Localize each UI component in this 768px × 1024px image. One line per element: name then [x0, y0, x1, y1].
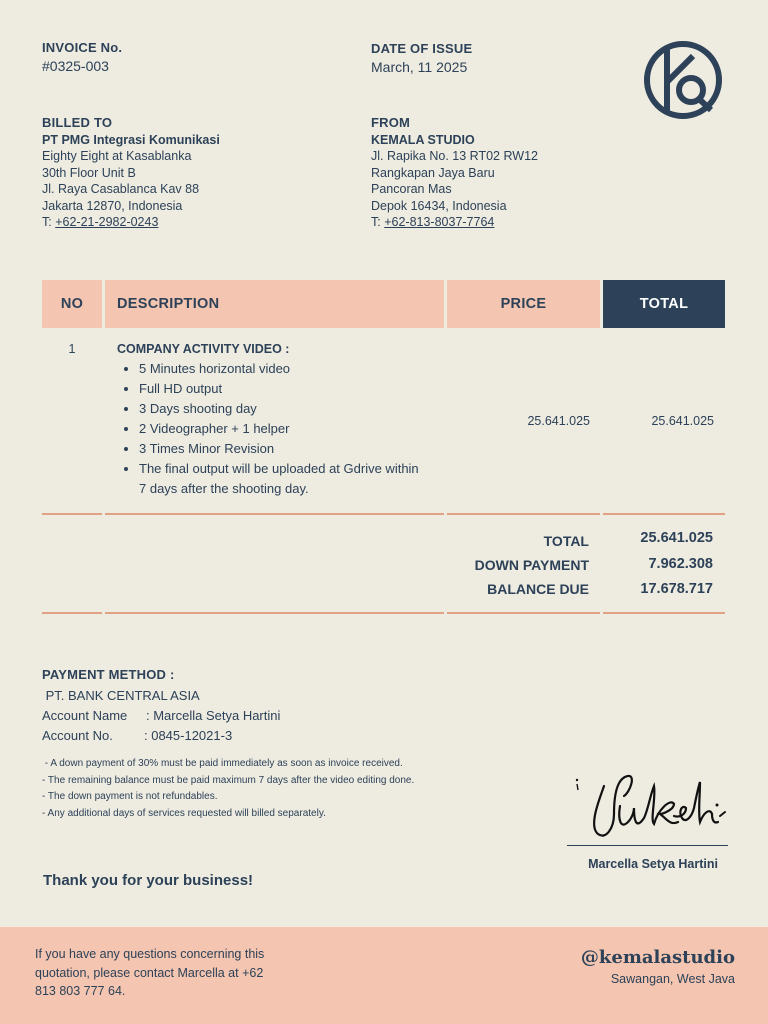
phone-prefix: T:	[371, 215, 385, 229]
divider	[447, 513, 600, 515]
summary-balance-due-label: BALANCE DUE	[487, 581, 589, 597]
from-phone-row	[371, 214, 671, 231]
billed-to-company: PT PMG Integrasi Komunikasi	[42, 132, 220, 147]
account-name-label: Account Name	[42, 708, 128, 723]
divider	[42, 513, 102, 515]
signature-line	[567, 845, 728, 846]
billed-to-phone-link[interactable]: +62-21-2982-0243	[55, 215, 159, 229]
list-item: • The final output will be uploaded at Gdrive within 7 days after the shooting day.	[139, 459, 429, 499]
account-number-label: Account No.	[42, 728, 113, 743]
account-number-value: : 0845-12021-3	[144, 728, 233, 743]
note-line: - Any additional days of services requested will billed separately.	[42, 807, 326, 819]
divider	[603, 612, 725, 614]
from-line: Jl. Rapika No. 13 RT02 RW12	[371, 149, 538, 163]
from-line: Rangkapan Jaya Baru	[371, 165, 495, 180]
table-header-description: DESCRIPTION	[105, 280, 444, 328]
account-name-value: : Marcella Setya Hartini	[146, 708, 281, 723]
table-header-no: NO	[42, 280, 102, 328]
billed-to-label: BILLED TO	[42, 115, 113, 130]
footer-location: Sawangan, West Java	[610, 972, 735, 986]
payment-method-label: PAYMENT METHOD :	[42, 667, 175, 682]
bank-name: PT. BANK CENTRAL ASIA	[42, 688, 200, 703]
list-item: • 3 Days shooting day	[139, 399, 437, 419]
list-item: • 2 Videographer + 1 helper	[139, 419, 437, 439]
signature-image	[570, 768, 730, 844]
billed-to-line: Jl. Raya Casablanca Kav 88	[42, 182, 200, 196]
note-line: - The down payment is not refundables.	[42, 791, 218, 802]
row-title: COMPANY ACTIVITY VIDEO :	[117, 342, 290, 356]
footer	[0, 927, 768, 1024]
list-item: • Full HD output	[139, 379, 437, 399]
billed-to-line: Jakarta 12870, Indonesia	[42, 198, 183, 213]
divider	[42, 612, 102, 614]
from-block	[371, 115, 671, 231]
from-phone-link[interactable]: +62-813-8037-7764	[384, 215, 495, 229]
summary-balance-due-value: 17.678.717	[640, 581, 713, 597]
summary-down-payment-value: 7.962.308	[648, 556, 713, 572]
from-line: Depok 16434, Indonesia	[371, 198, 507, 213]
k-circle-logo-icon	[641, 40, 725, 120]
thank-you-text: Thank you for your business!	[43, 872, 254, 889]
list-item: • 3 Times Minor Revision	[139, 439, 437, 459]
divider	[105, 513, 444, 515]
footer-contact-text: If you have any questions concerning this quotation, please contact Marcella at +62 813 803 777 64.	[35, 947, 265, 998]
issue-date-label: DATE OF ISSUE	[371, 41, 473, 56]
billed-to-line: Eighty Eight at Kasablanka	[42, 149, 192, 163]
payment-details	[42, 686, 280, 746]
issue-date: March, 11 2025	[371, 59, 468, 75]
note-line: - The remaining balance must be paid maximum 7 days after the video editing done.	[42, 774, 415, 786]
divider	[105, 612, 444, 614]
row-number: 1	[68, 342, 76, 356]
billed-to-phone-row	[42, 214, 342, 231]
row-price: 25.641.025	[527, 414, 590, 428]
row-item-list	[117, 359, 437, 499]
account-number-row	[42, 726, 280, 746]
divider	[603, 513, 725, 515]
phone-prefix: T:	[42, 215, 56, 229]
account-name-row	[42, 706, 280, 726]
invoice-number-label: INVOICE No.	[42, 40, 123, 55]
billed-to-block	[42, 115, 342, 231]
summary-total-label: TOTAL	[543, 533, 589, 549]
summary-down-payment-label: DOWN PAYMENT	[474, 557, 589, 573]
from-label: FROM	[371, 115, 411, 130]
billed-to-line: 30th Floor Unit B	[42, 165, 136, 180]
table-header-price: PRICE	[447, 280, 600, 328]
summary-total-value: 25.641.025	[640, 530, 713, 546]
terms-notes	[42, 756, 522, 822]
row-total: 25.641.025	[651, 414, 714, 428]
from-line: Pancoran Mas	[371, 182, 452, 196]
from-company: KEMALA STUDIO	[371, 132, 475, 147]
signature-name: Marcella Setya Hartini	[588, 857, 718, 871]
note-line: - A down payment of 30% must be paid immediately as soon as invoice received.	[42, 758, 403, 769]
table-header-total: TOTAL	[603, 280, 725, 328]
footer-handle[interactable]: @kemalastudio	[580, 947, 735, 968]
divider	[447, 612, 600, 614]
invoice-number: #0325-003	[42, 58, 109, 74]
table-row	[117, 340, 437, 499]
list-item: • 5 Minutes horizontal video	[139, 359, 437, 379]
